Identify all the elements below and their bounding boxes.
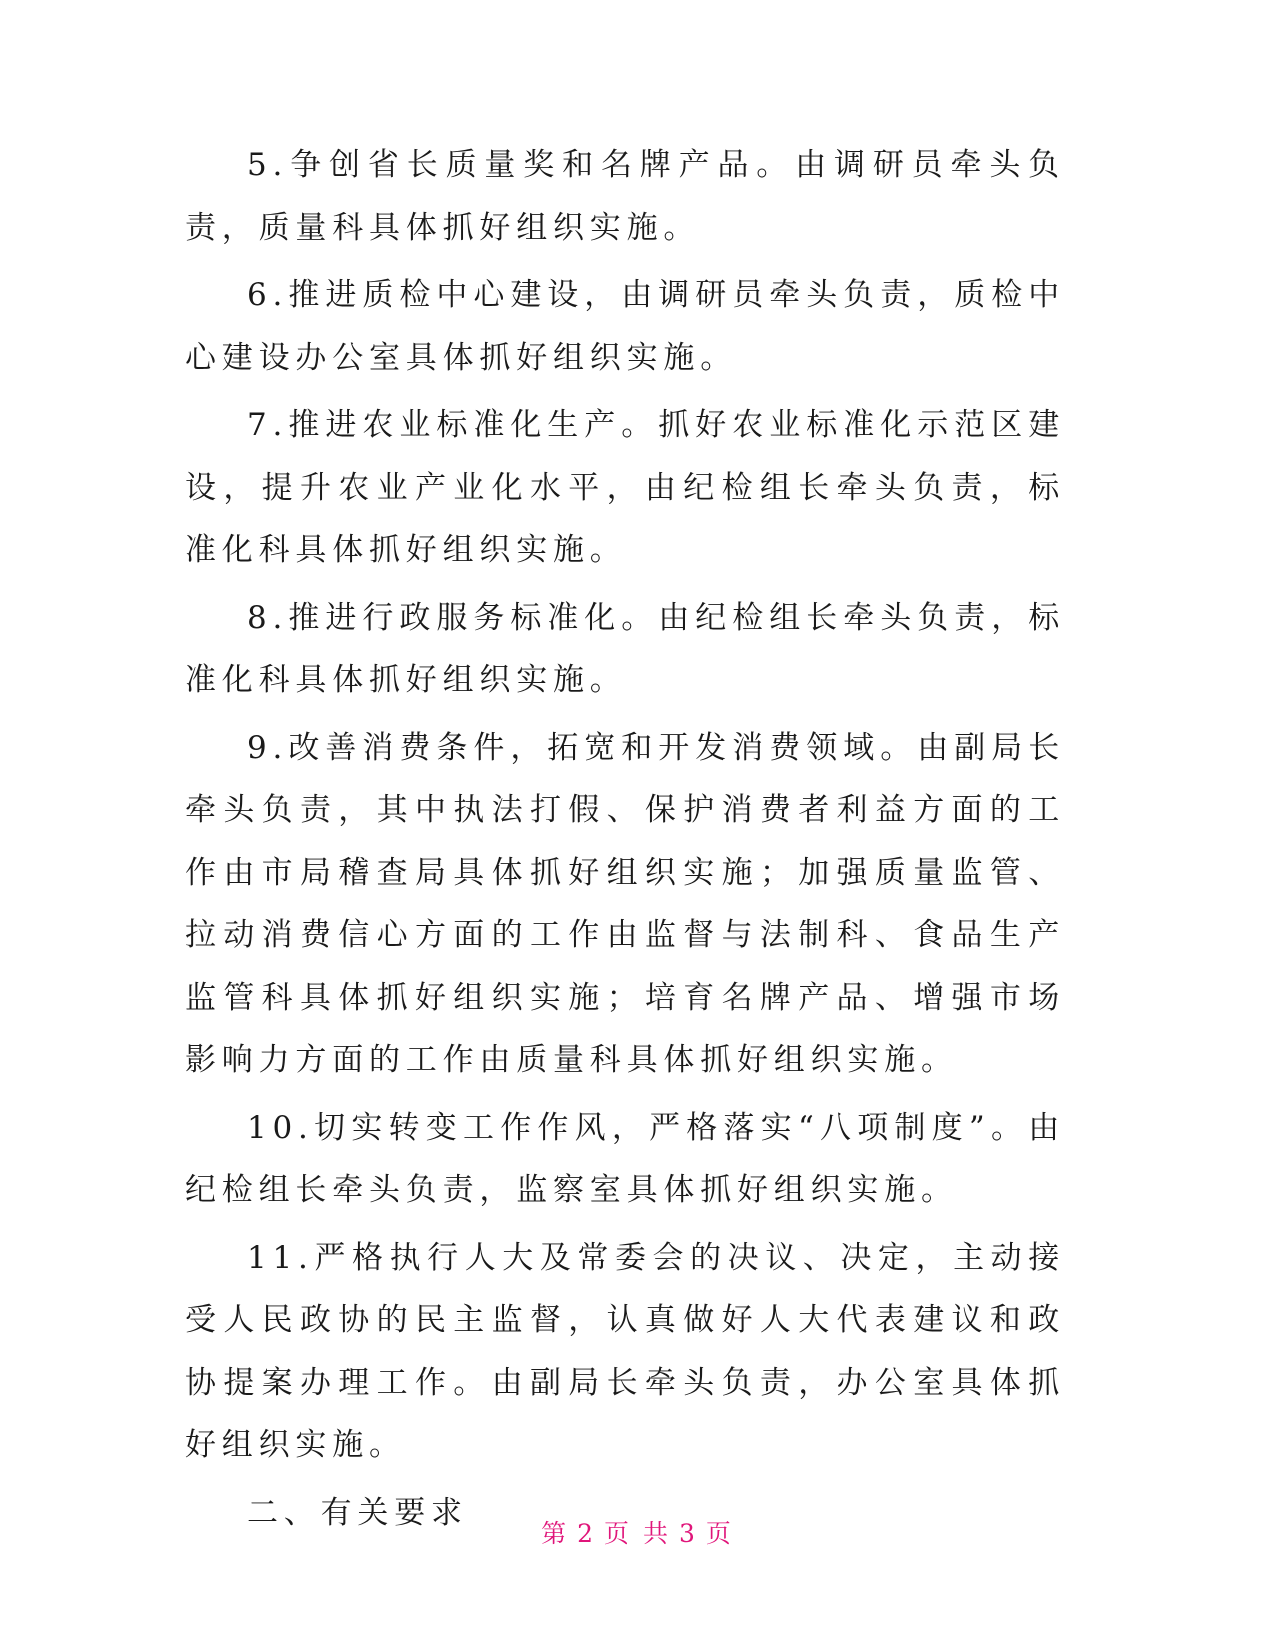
footer-middle: 页 共	[604, 1519, 671, 1548]
section-heading: 二、有关要求	[247, 1494, 468, 1531]
paragraph-item-6: 6.推进质检中心建设，由调研员牵头负责，质检中心建设办公室具体抓好组织实施。	[185, 277, 1065, 376]
paragraph-item-9: 9.改善消费条件，拓宽和开发消费领域。由副局长牵头负责，其中执法打假、保护消费者利益方面的工作由市局稽查局具体抓好组织实施；加强质量监管、拉动消费信心方面的工作由监督与法制科、食品生产监管科具体抓好组织实施；培育名牌产品、增强市场影响力方面的工作由质量科具体抓好组织实施。	[185, 729, 1065, 1078]
page-footer	[0, 1514, 1275, 1550]
paragraph-item-5: 5.争创省长质量奖和名牌产品。由调研员牵头负责，质量科具体抓好组织实施。	[185, 147, 1065, 246]
paragraph-item-8: 8.推进行政服务标准化。由纪检组长牵头负责，标准化科具体抓好组织实施。	[185, 599, 1065, 698]
footer-suffix: 页	[705, 1519, 734, 1548]
document-body	[185, 134, 1065, 1544]
footer-prefix: 第	[541, 1519, 570, 1548]
paragraph-item-10: 10.切实转变工作作风，严格落实“八项制度”。由纪检组长牵头负责，监察室具体抓好组织实施。	[185, 1109, 1065, 1208]
footer-total-pages: 3	[678, 1519, 698, 1548]
paragraph-item-7: 7.推进农业标准化生产。抓好农业标准化示范区建设，提升农业产业化水平，由纪检组长牵头负责，标准化科具体抓好组织实施。	[185, 407, 1065, 568]
footer-page-number: 2	[577, 1519, 597, 1548]
paragraph-item-11: 11.严格执行人大及常委会的决议、决定，主动接受人民政协的民主监督，认真做好人大代表建议和政协提案办理工作。由副局长牵头负责，办公室具体抓好组织实施。	[185, 1239, 1065, 1463]
